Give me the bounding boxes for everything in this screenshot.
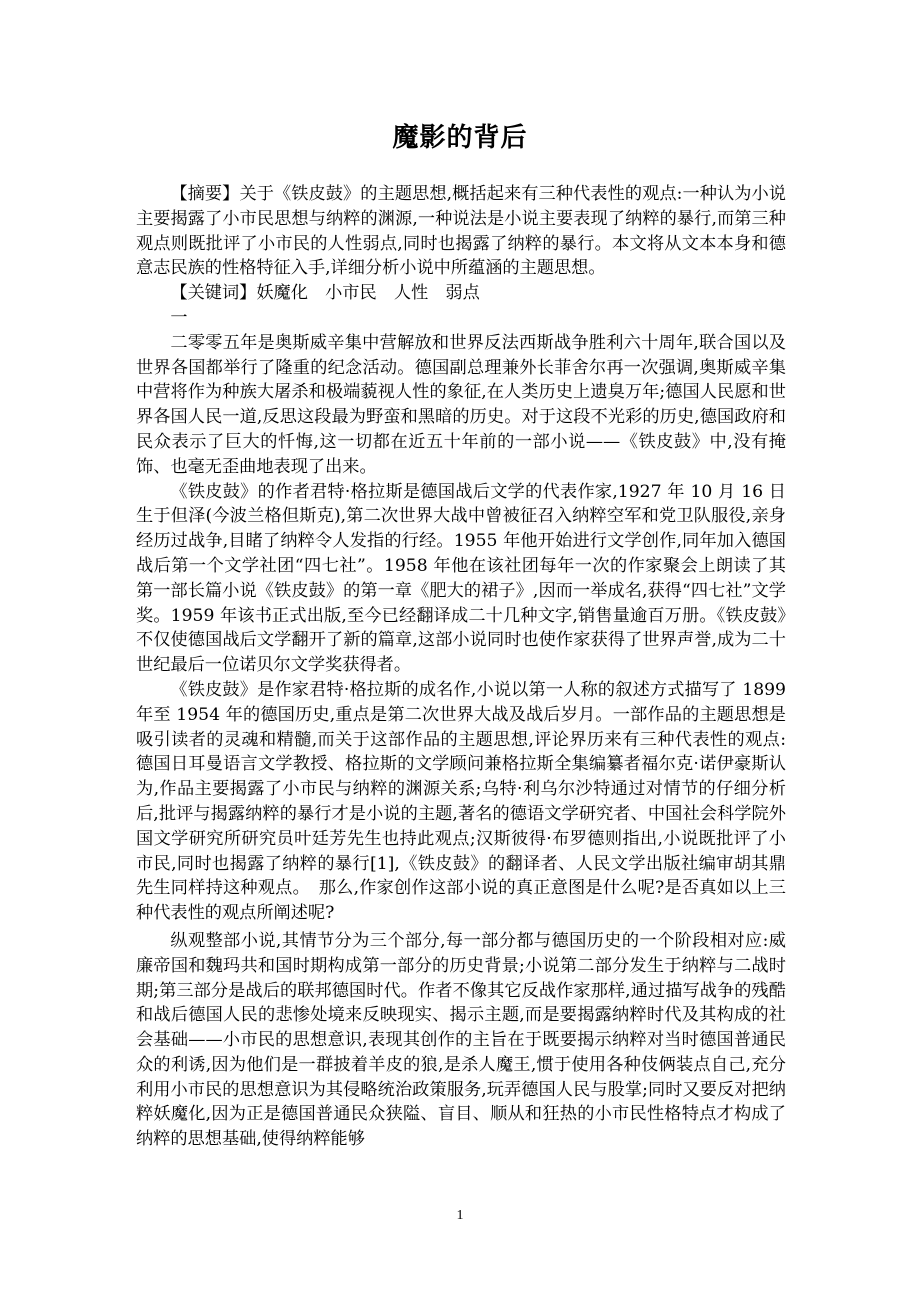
document-body [136, 182, 786, 1152]
body-paragraph-3: 《铁皮鼓》是作家君特·格拉斯的成名作,小说以第一人称的叙述方式描写了 1899 年至 1954 年的德国历史,重点是第二次世界大战及战后岁月。一部作品的主题思想是吸引读者的灵魂和精髓,而关于这部作品的主题思想,评论界历来有三种代表性的观点:德国日耳曼语言文学教授、格拉斯的文学顾问兼格拉斯全集编纂者福尔克·诺伊豪斯认为,作品主要揭露了小市民与纳粹的渊源关系;乌特·利乌尔沙特通过对情节的仔细分析后,批评与揭露纳粹的暴行才是小说的主题,著名的德语文学研究者、中国社会科学院外国文学研究所研究员叶廷芳先生也持此观点;汉斯彼得·布罗德则指出,小说既批评了小市民,同时也揭露了纳粹的暴行[1],《铁皮鼓》的翻译者、人民文学出版社编审胡其鼎先生同样持这种观点。 那么,作家创作这部小说的真正意图是什么呢?是否真如以上三种代表性的观点所阐述呢? [136, 679, 786, 924]
page-number: 1 [456, 1208, 464, 1223]
body-paragraph-1: 二零零五年是奥斯威辛集中营解放和世界反法西斯战争胜利六十周年,联合国以及世界各国都举行了隆重的纪念活动。德国副总理兼外长菲舍尔再一次强调,奥斯威辛集中营将作为种族大屠杀和极端藐视人性的象征,在人类历史上遗臭万年;德国人民愿和世界各国人民一道,反思这段最为野蛮和黑暗的历史。对于这段不光彩的历史,德国政府和民众表示了巨大的忏悔,这一切都在近五十年前的一部小说——《铁皮鼓》中,没有掩饰、也毫无歪曲地表现了出来。 [136, 332, 786, 477]
body-paragraph-2: 《铁皮鼓》的作者君特·格拉斯是德国战后文学的代表作家,1927 年 10 月 16 日生于但泽(今波兰格但斯克),第二次世界大战中曾被征召入纳粹空军和党卫队服役,亲身经历过战争,目睹了纳粹令人发指的行经。1955 年他开始进行文学创作,同年加入德国战后第一个文学社团“四七社”。1958 年他在该社团每年一次的作家聚会上朗读了其第一部长篇小说《铁皮鼓》的第一章《肥大的裙子》,因而一举成名,获得“四七社”文学奖。1959 年该书正式出版,至今已经翻译成二十几种文字,销售量逾百万册。《铁皮鼓》不仅使德国战后文学翻开了新的篇章,这部小说同时也使作家获得了世界声誉,成为二十世纪最后一位诺贝尔文学奖获得者。 [136, 481, 786, 676]
abstract-paragraph: 【摘要】关于《铁皮鼓》的主题思想,概括起来有三种代表性的观点:一种认为小说主要揭露了小市民思想与纳粹的渊源,一种说法是小说主要表现了纳粹的暴行,而第三种观点则既批评了小市民的人性弱点,同时也揭露了纳粹的暴行。本文将从文本本身和德意志民族的性格特征入手,详细分析小说中所蕴涵的主题思想。 [136, 184, 786, 279]
keywords-line: 【关键词】妖魔化 小市民 人性 弱点 [170, 283, 480, 304]
document-title: 魔影的背后 [392, 123, 528, 153]
section-heading: 一 [170, 307, 188, 328]
body-paragraph-4: 纵观整部小说,其情节分为三个部分,每一部分都与德国历史的一个阶段相对应:威廉帝国和魏玛共和国时期构成第一部分的历史背景;小说第二部分发生于纳粹与二战时期;第三部分是战后的联邦德国时代。作者不像其它反战作家那样,通过描写战争的残酷和战后德国人民的悲惨处境来反映现实、揭示主题,而是要揭露纳粹时代及其构成的社会基础——小市民的思想意识,表现其创作的主旨在于既要揭示纳粹对当时德国普通民众的利诱,因为他们是一群披着羊皮的狼,是杀人魔王,惯于使用各种伎俩装点自己,充分利用小市民的思想意识为其侵略统治政策服务,玩弄德国人民与股掌;同时又要反对把纳粹妖魔化,因为正是德国普通民众狭隘、盲目、顺从和狂热的小市民性格特点才构成了纳粹的思想基础,使得纳粹能够 [136, 930, 786, 1150]
